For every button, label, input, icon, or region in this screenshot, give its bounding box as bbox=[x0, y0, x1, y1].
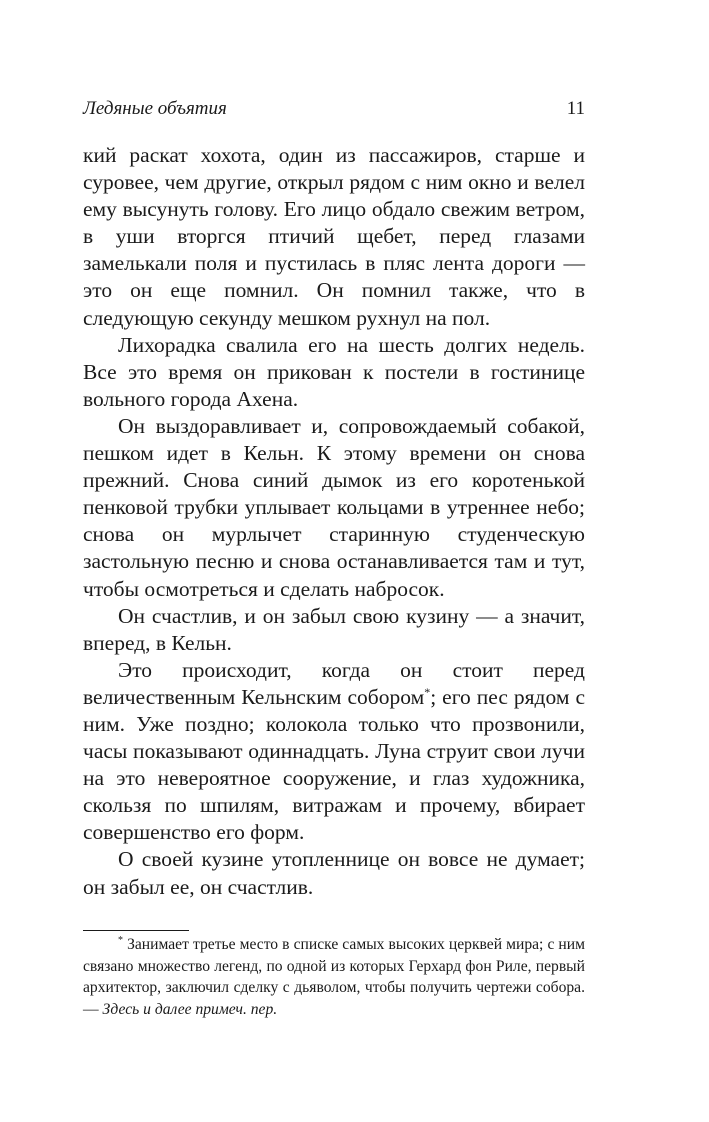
paragraph: Он выздоравливает и, сопровождаемый собакой, пешком идет в Кельн. К этому времени он снова прежний. Снова синий дымок из его коротенькой пенковой трубки уплывает кольцами в утреннее небо; снова он мурлычет старинную студенческую застольную песню и снова останавливается там и тут, чтобы осмотреться и сделать набросок. bbox=[83, 413, 585, 601]
footnote-source-note: Здесь и далее примеч. пер. bbox=[102, 1001, 278, 1019]
body-text bbox=[83, 142, 585, 901]
running-header bbox=[83, 96, 585, 122]
footnote-text: Занимает третье место в списке самых высоких церквей мира; с ним связано множество легенд, по одной из которых Герхард фон Риле, первый архитектор, заключил сделку с дьяволом, чтобы получить чертежи собора. — bbox=[83, 936, 585, 1019]
footnote bbox=[83, 934, 585, 1021]
paragraph: Лихорадка свалила его на шесть долгих недель. Все это время он прикован к постели в гостинице вольного города Ахена. bbox=[83, 332, 585, 411]
footnote-mark: * bbox=[118, 934, 123, 946]
paragraph-with-footnote-ref bbox=[83, 657, 585, 847]
footnote-reference-mark: * bbox=[424, 684, 431, 699]
footnote-separator bbox=[83, 930, 189, 931]
paragraph-text: Это происходит, когда он стоит перед величественным Кельнским собором bbox=[83, 657, 585, 709]
paragraph: Он счастлив, и он забыл свою кузину — а значит, вперед, в Кельн. bbox=[83, 603, 585, 655]
running-title: Ледяные объятия bbox=[83, 98, 227, 119]
paragraph: О своей кузине утопленнице он вовсе не думает; он забыл ее, он счастлив. bbox=[83, 847, 585, 899]
paragraph-text: ; его пес рядом с ним. Уже поздно; колокола только что прозвонили, часы показывают одиннадцать. Луна струит свои лучи на это невероятное сооружение, и глаз художника, скользя по шпилям, витражам и прочему, вбирает совершенство его форм. bbox=[83, 684, 585, 845]
page-number: 11 bbox=[566, 98, 585, 119]
paragraph-continued: кий раскат хохота, один из пассажиров, старше и суровее, чем другие, открыл рядом с ним окно и велел ему высунуть голову. Его лицо обдало свежим ветром, в уши вторгся птичий щебет, перед глазами замелькали поля и пустилась в пляс лента дороги — это он еще помнил. Он помнил также, что в следующую секунду мешком рухнул на пол. bbox=[83, 143, 585, 330]
